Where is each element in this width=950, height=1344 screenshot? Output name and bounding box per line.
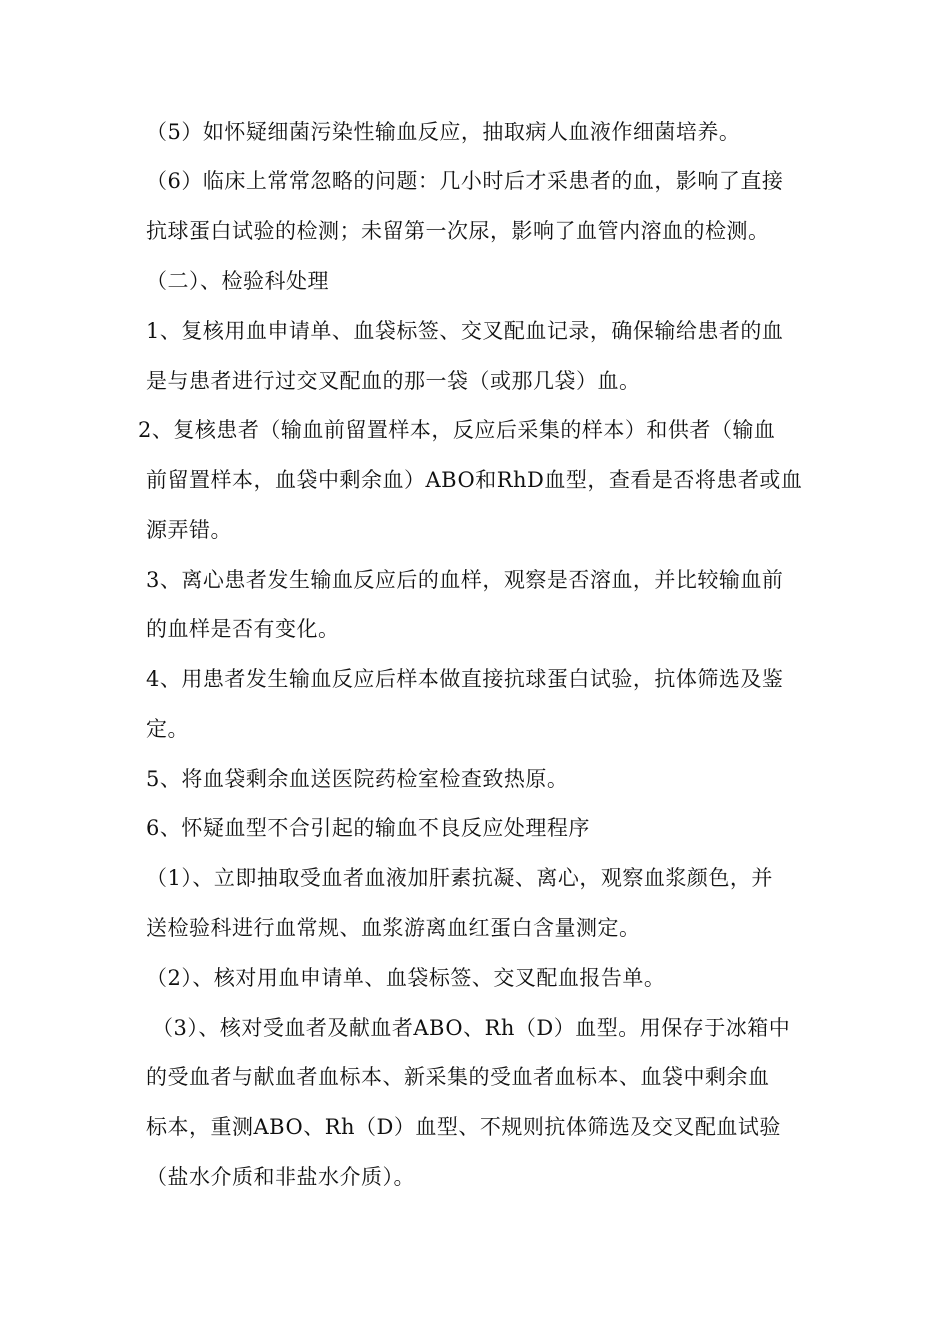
- paragraph-line-10: 3、离心患者发生输血反应后的血样，观察是否溶血，并比较输血前: [146, 568, 784, 592]
- paragraph-line-19: （3）、核对受血者及献血者ABO、Rh（D）血型。用保存于冰箱中: [152, 1016, 791, 1040]
- paragraph-line-18: （2）、核对用血申请单、血袋标签、交叉配血报告单。: [146, 966, 666, 990]
- paragraph-line-11: 的血样是否有变化。: [146, 617, 340, 641]
- paragraph-line-20: 的受血者与献血者血标本、新采集的受血者血标本、血袋中剩余血: [146, 1065, 770, 1089]
- paragraph-line-17: 送检验科进行血常规、血浆游离血红蛋白含量测定。: [146, 916, 641, 940]
- paragraph-line-2: （6）临床上常常忽略的问题：几小时后才采患者的血，影响了直接: [146, 169, 784, 193]
- paragraph-line-21: 标本，重测ABO、Rh（D）血型、不规则抗体筛选及交叉配血试验: [146, 1115, 781, 1139]
- paragraph-line-13: 定。: [146, 717, 189, 741]
- paragraph-line-8: 前留置样本，血袋中剩余血）ABO和RhD血型，查看是否将患者或血: [146, 468, 803, 492]
- paragraph-line-22: （盐水介质和非盐水介质）。: [146, 1165, 415, 1189]
- section-heading: （二）、检验科处理: [146, 269, 329, 293]
- paragraph-line-1: （5）如怀疑细菌污染性输血反应，抽取病人血液作细菌培养。: [146, 120, 741, 144]
- paragraph-line-9: 源弄错。: [146, 518, 232, 542]
- paragraph-line-5: 1、复核用血申请单、血袋标签、交叉配血记录，确保输给患者的血: [146, 319, 784, 343]
- paragraph-line-7: 2、复核患者（输血前留置样本，反应后采集的样本）和供者（输血: [138, 418, 776, 442]
- paragraph-line-6: 是与患者进行过交叉配血的那一袋（或那几袋）血。: [146, 369, 641, 393]
- paragraph-line-3: 抗球蛋白试验的检测；未留第一次尿，影响了血管内溶血的检测。: [146, 219, 770, 243]
- paragraph-line-16: （1）、立即抽取受血者血液加肝素抗凝、离心，观察血浆颜色，并: [146, 866, 773, 890]
- paragraph-line-15: 6、怀疑血型不合引起的输血不良反应处理程序: [146, 816, 590, 840]
- paragraph-line-14: 5、将血袋剩余血送医院药检室检查致热原。: [146, 767, 569, 791]
- paragraph-line-12: 4、用患者发生输血反应后样本做直接抗球蛋白试验，抗体筛选及鉴: [146, 667, 784, 691]
